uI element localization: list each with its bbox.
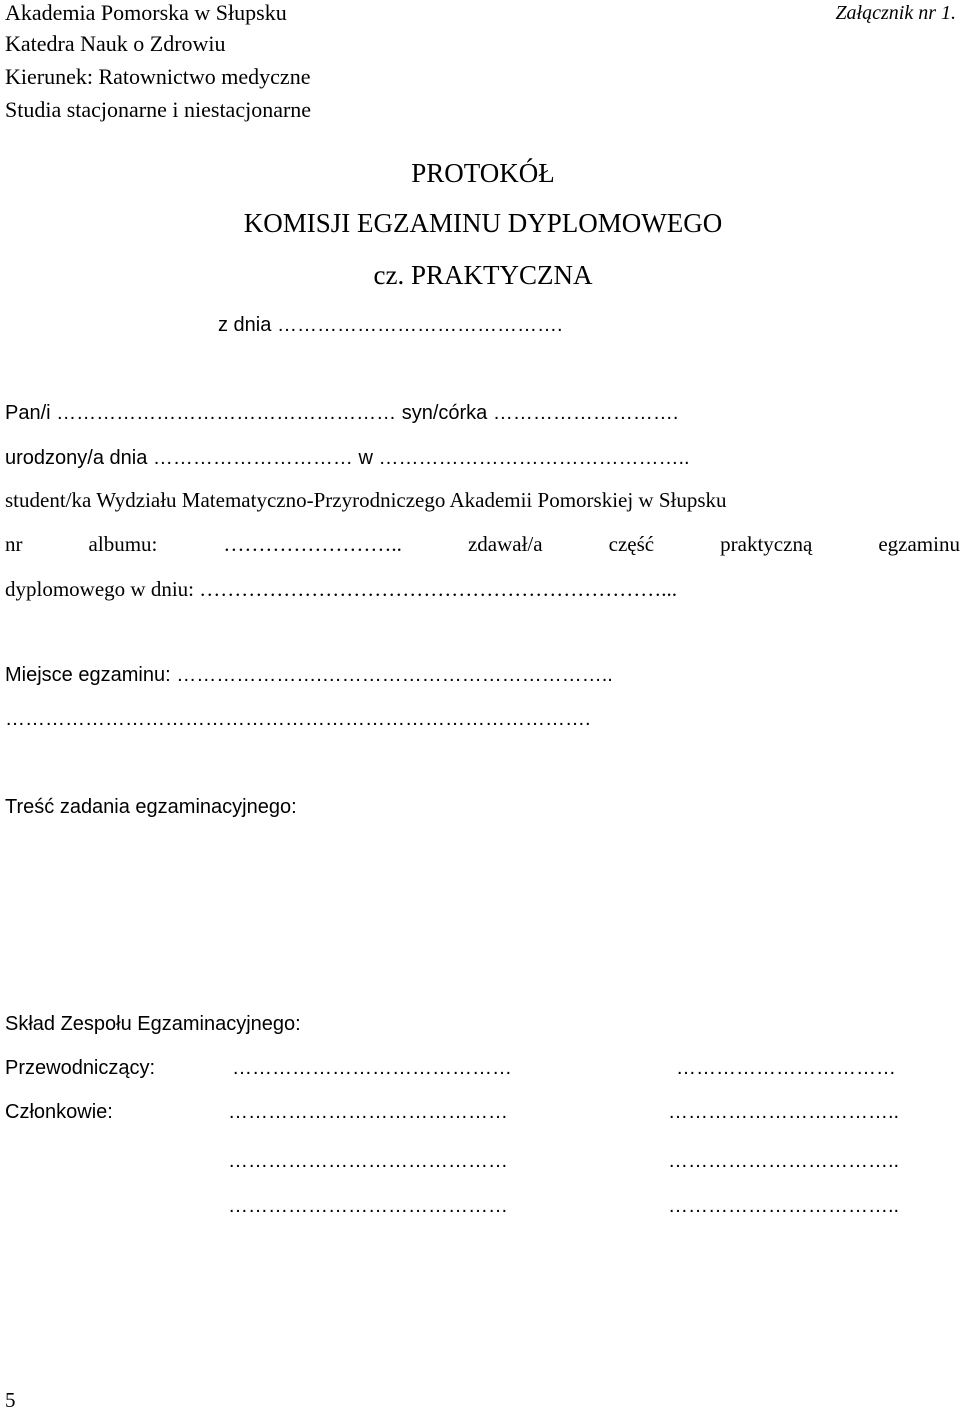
name-dots: …………………………………………… [56,402,397,424]
birth-date-label: urodzony/a dnia [5,447,148,469]
birth-place-label: w [358,447,373,469]
birth-line [5,447,690,470]
study-mode: Studia stacjonarne i niestacjonarne [5,97,312,122]
member-dots-a: …………………………………… [228,1195,508,1217]
date-label: z dnia [218,314,272,336]
member-dots-b: …………………………….. [668,1150,900,1172]
date-dots: ……………………………………. [276,314,563,336]
title-protocol: PROTOKÓŁ [411,158,555,188]
page-number: 5 [5,1388,16,1412]
child-of-label: syn/córka [401,402,488,424]
committee-label: Skład Zespołu Egzaminacyjnego: [5,1013,301,1035]
member-dots-b: …………………………….. [668,1195,900,1217]
faculty-line: student/ka Wydziału Matematyczno-Przyrodniczego Akademii Pomorskiej w Słupsku [5,488,727,512]
member-dots-b: …………………………….. [668,1101,900,1123]
birth-place-dots: ……………………………………….. [378,447,690,469]
album-word: albumu: [88,532,158,556]
department-name: Katedra Nauk o Zdrowiu [5,31,226,56]
exam-task-label: Treść zadania egzaminacyjnego: [5,796,297,818]
birth-date-dots: ………………………… [152,447,353,469]
exam-place-line [5,664,613,687]
album-word: praktyczną [720,532,813,556]
album-dots: …………………….. [223,532,402,556]
album-word: część [608,532,655,556]
name-line [5,402,678,425]
chair-dots-b: …………………………… [676,1057,896,1079]
chair-label: Przewodniczący: [5,1057,156,1079]
exam-place-dots-second: ……………………………………………………………………………. [5,708,591,730]
album-line [5,532,960,557]
member-dots-a: …………………………………… [228,1150,508,1172]
name-label: Pan/i [5,402,51,424]
exam-day-line [5,577,677,602]
child-of-dots: ………………………. [492,402,679,424]
title-committee: KOMISJI EGZAMINU DYPLOMOWEGO [243,208,723,238]
exam-day-dots: …………………………………………………………... [199,577,677,601]
exam-place-label: Miejsce egzaminu: [5,664,171,686]
exam-day-label: dyplomowego w dniu: [5,577,194,601]
attachment-label: Załącznik nr 1. [835,2,956,24]
chair-dots-a: …………………………………… [232,1057,512,1079]
date-line [218,314,563,337]
members-label: Członkowie: [5,1101,113,1123]
field-of-study: Kierunek: Ratownictwo medyczne [5,64,311,89]
title-practical: cz. PRAKTYCZNA [373,260,593,290]
university-name: Akademia Pomorska w Słupsku [5,0,287,25]
member-dots-a: …………………………………… [228,1101,508,1123]
album-word: egzaminu [878,532,960,556]
exam-place-dots: ………………….…………………………………….. [176,664,613,686]
album-word: nr [5,532,23,556]
album-word: zdawał/a [467,532,543,556]
